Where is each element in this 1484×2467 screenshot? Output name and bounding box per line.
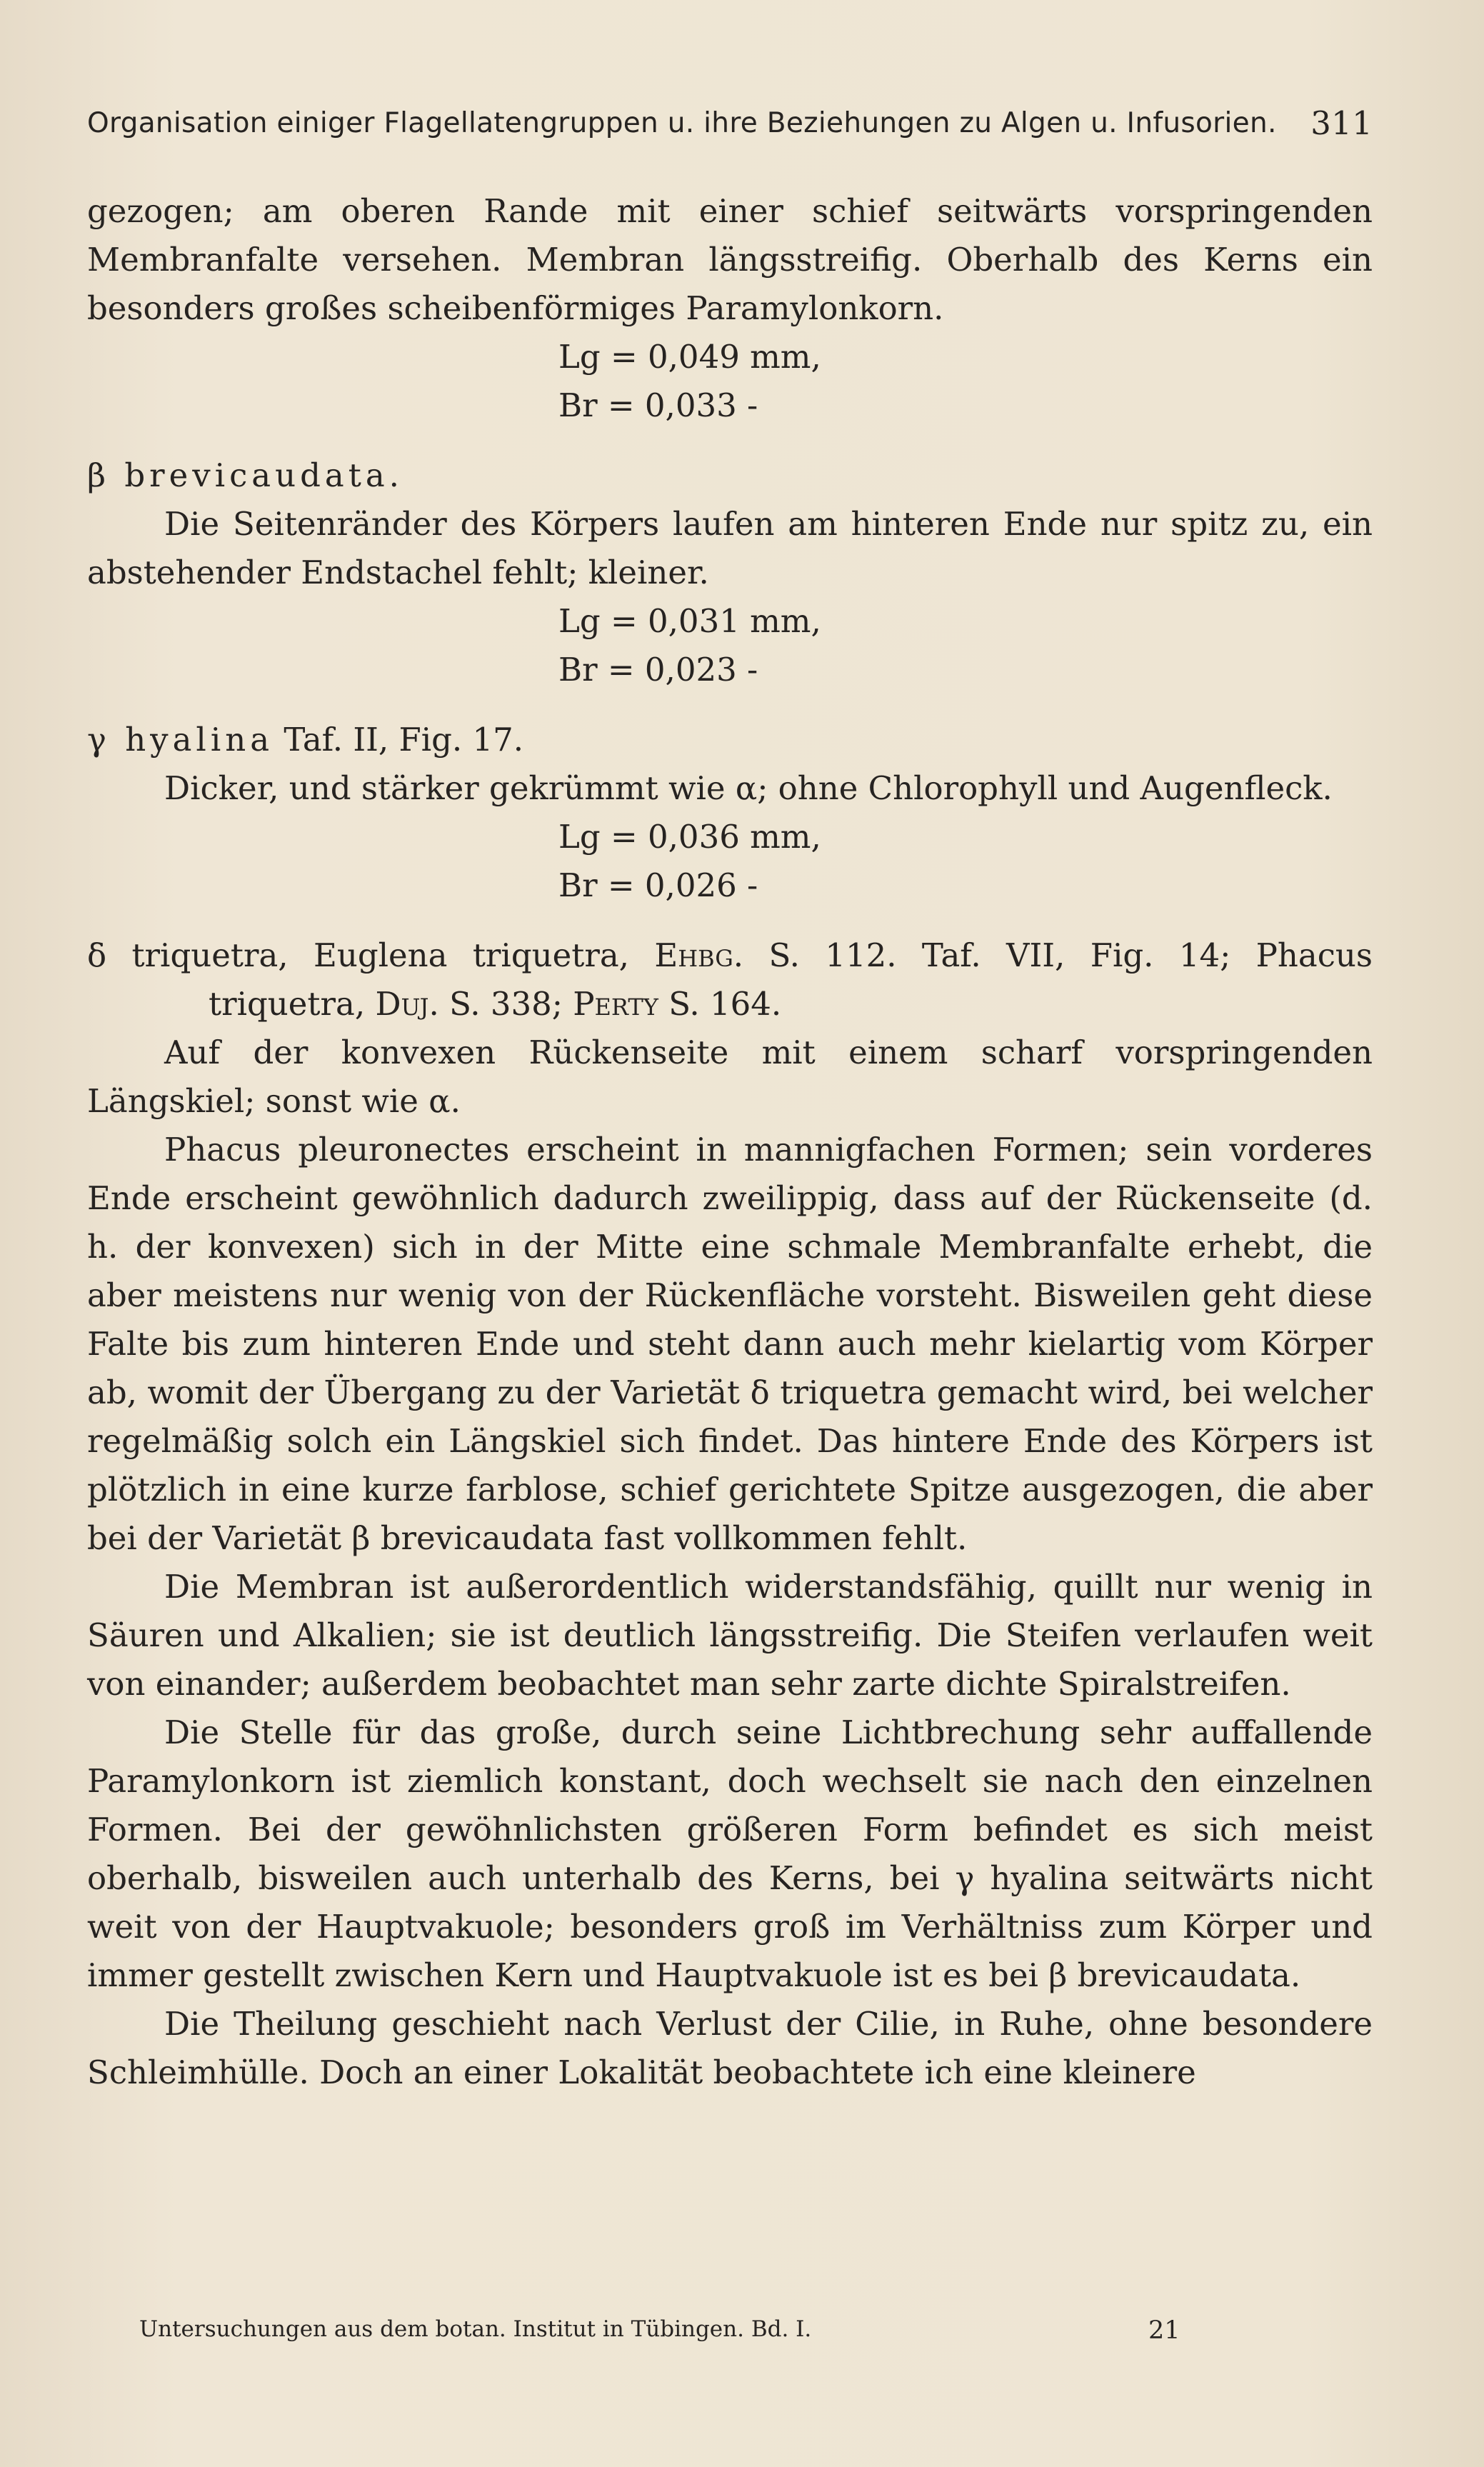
- breadth-formula: Br = 0,023 -: [558, 651, 758, 689]
- length-formula: Lg = 0,031 mm,: [558, 602, 821, 640]
- variety-name: γ hyalina: [87, 721, 274, 759]
- body-paragraph: Phacus pleuronectes erscheint in mannigfachen Formen; sein vorderes Ende erscheint gewöhnlich dadurch zweilippig, dass auf der Rückenseite (d. h. der konvexen) sich in der Mitte eine schmale Membranfalte erhebt, die aber meistens nur wenig von der Rückenfläche vorsteht. Bisweilen geht diese Falte bis zum hinteren Ende und steht dann auch mehr kielartig vom Körper ab, womit der Übergang zu der Varietät δ triquetra gemacht wird, bei welcher regelmäßig solch ein Längskiel sich findet. Das hintere Ende des Körpers ist plötzlich in eine kurze farblose, schief gerichtete Spitze ausgezogen, die aber bei der Varietät β brevicaudata fast vollkommen fehlt.: [87, 1131, 1373, 1557]
- delta-description: Auf der konvexen Rückenseite mit einem scharf vorspringenden Längskiel; sonst wie α.: [87, 1034, 1373, 1120]
- synonym-text: S. 112. Taf. VII, Fig. 14; Phacus triquetra,: [209, 936, 1373, 1023]
- variety-heading-gamma: [87, 716, 1373, 764]
- intro-paragraph: gezogen; am oberen Rande mit einer schief seitwärts vorspringenden Membranfalte versehen. Membran längsstreifig. Oberhalb des Kerns ein besonders großes scheibenförmiges Paramylonkorn.: [87, 192, 1373, 327]
- figure-reference: Taf. II, Fig. 17.: [274, 721, 524, 759]
- variety-heading-beta: [87, 451, 1373, 500]
- breadth-formula: Br = 0,026 -: [558, 866, 758, 904]
- running-header: [87, 104, 1373, 150]
- author-name: Perty: [573, 985, 658, 1023]
- gamma-description: Dicker, und stärker gekrümmt wie α; ohne Chlorophyll und Augenfleck.: [164, 769, 1333, 807]
- signature-mark: 21: [1148, 2316, 1180, 2345]
- synonym-text: S. 164.: [658, 985, 782, 1023]
- beta-description: Die Seitenränder des Körpers laufen am hinteren Ende nur spitz zu, ein abstehender Endstachel fehlt; kleiner.: [87, 505, 1373, 591]
- running-title: Organisation einiger Flagellatengruppen u. ihre Beziehungen zu Algen u. Infusorien.: [87, 107, 1277, 139]
- footer-source: Untersuchungen aus dem botan. Institut in Tübingen. Bd. I.: [139, 2316, 812, 2342]
- variety-heading-delta: [87, 931, 1373, 1029]
- variety-name: β brevicaudata.: [87, 456, 403, 494]
- synonym-text: Euglena triquetra,: [288, 936, 655, 974]
- breadth-formula: Br = 0,033 -: [558, 386, 758, 424]
- author-name: Duj.: [375, 985, 439, 1023]
- body-paragraph: Die Theilung geschieht nach Verlust der Cilie, in Ruhe, ohne besondere Schleimhülle. Doch an einer Lokalität beobachtete ich eine kleinere: [87, 2005, 1373, 2091]
- synonym-text: S. 338;: [438, 985, 573, 1023]
- page-body: [87, 187, 1373, 2097]
- variety-name: δ triquetra,: [87, 936, 289, 974]
- length-formula: Lg = 0,036 mm,: [558, 818, 821, 856]
- body-paragraph: Die Stelle für das große, durch seine Lichtbrechung sehr auffallende Paramylonkorn ist ziemlich konstant, doch wechselt sie nach den einzelnen Formen. Bei der gewöhnlichsten größeren Form befindet es sich meist oberhalb, bisweilen auch unterhalb des Kerns, bei γ hyalina seitwärts nicht weit von der Hauptvakuole; besonders groß im Verhältniss zum Körper und immer gestellt zwischen Kern und Hauptvakuole ist es bei β brevicaudata.: [87, 1713, 1373, 1994]
- author-name: Ehbg.: [654, 936, 744, 974]
- body-paragraph: Die Membran ist außerordentlich widerstandsfähig, quillt nur wenig in Säuren und Alkalien; sie ist deutlich längsstreifig. Die Steifen verlaufen weit von einander; außerdem beobachtet man sehr zarte dichte Spiralstreifen.: [87, 1568, 1373, 1703]
- page-number: 311: [1310, 104, 1373, 142]
- length-formula: Lg = 0,049 mm,: [558, 338, 821, 376]
- page-footer: [139, 2316, 1268, 2351]
